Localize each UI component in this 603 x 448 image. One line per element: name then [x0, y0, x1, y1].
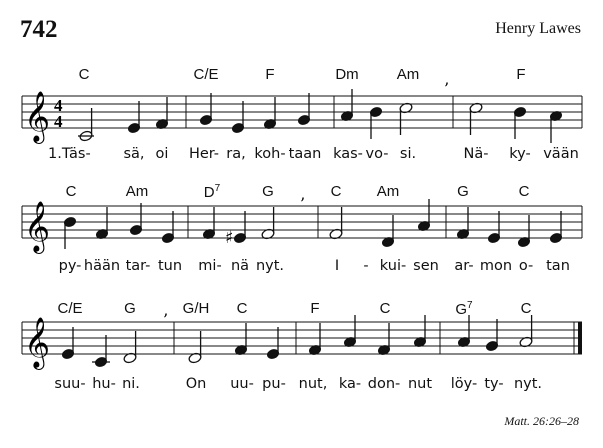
chord-symbol: C [520, 300, 532, 317]
lyric-syllable: ni. [122, 376, 140, 392]
lyric-syllable: 1.Täs- [48, 146, 91, 162]
time-signature-bottom: 4 [54, 112, 63, 131]
hymn-number: 742 [20, 16, 58, 43]
breath-mark-icon: ’ [444, 79, 450, 98]
lyric-syllable: mon [479, 258, 513, 274]
sharp-icon: ♯ [225, 228, 234, 248]
chord-symbol: C [330, 183, 342, 200]
lyric-syllable: tun [157, 258, 183, 274]
lyric-syllable: suu- [54, 376, 86, 392]
chord-symbol: Am [376, 183, 400, 200]
treble-clef-icon: 𝄞 [24, 91, 51, 142]
chord-symbol: C [65, 183, 77, 200]
lyric-syllable: nut, [298, 376, 328, 392]
lyric-syllable: ka- [338, 376, 362, 392]
chord-symbol: G [124, 300, 136, 317]
chord-symbol: C [78, 66, 90, 83]
lyric-syllable: py- [58, 258, 82, 274]
scripture-reference: Matt. 26:26–28 [504, 414, 579, 428]
lyric-syllable: mi- [198, 258, 222, 274]
treble-clef-icon: 𝄞 [24, 317, 51, 368]
lyric-syllable: koh- [254, 146, 286, 162]
chord-symbol: C/E [193, 66, 219, 83]
lyric-syllable: kui- [379, 258, 407, 274]
chord-symbol: C [379, 300, 391, 317]
lyric-syllable: pu- [262, 376, 286, 392]
lyric-syllable: oi [155, 146, 169, 162]
lyric-syllable: hu- [92, 376, 116, 392]
chord-symbol: $D^7$ [203, 183, 221, 201]
lyric-syllable: taan [288, 146, 322, 162]
lyric-syllable: nyt. [255, 258, 285, 274]
lyric-syllable: ar- [454, 258, 474, 274]
lyric-syllable: vään [543, 146, 579, 162]
time-signature-top: 4 [54, 96, 63, 115]
composer-name: Henry Lawes [495, 20, 581, 37]
lyric-syllable: ky- [509, 146, 531, 162]
chord-symbol: Am [396, 66, 420, 83]
lyric-syllable: ra, [226, 146, 246, 162]
lyric-syllable: I [334, 258, 340, 274]
lyric-syllable: On [185, 376, 207, 392]
lyric-syllable: uu- [230, 376, 254, 392]
breath-mark-icon: ’ [300, 194, 306, 213]
lyric-syllable: Nä- [463, 146, 489, 162]
chord-symbol: F [310, 300, 320, 317]
lyric-syllable: ty- [484, 376, 504, 392]
lyric-syllable: tan [546, 258, 570, 274]
lyric-syllable: kas- [333, 146, 363, 162]
lyric-syllable: nä [230, 258, 250, 274]
breath-mark-icon: ’ [163, 310, 169, 329]
chord-symbol: Am [125, 183, 149, 200]
lyric-syllable: löy- [450, 376, 478, 392]
lyric-syllable: o- [518, 258, 534, 274]
chord-symbol: G [457, 183, 469, 200]
lyric-syllable: tar- [125, 258, 151, 274]
chord-symbol: G [262, 183, 274, 200]
chord-symbol: C [236, 300, 248, 317]
chord-symbol: F [516, 66, 526, 83]
lyric-syllable: hään [83, 258, 121, 274]
lyric-syllable: don- [367, 376, 401, 392]
lyric-syllable: - [363, 258, 369, 274]
chord-symbol: G/H [182, 300, 210, 317]
lyric-syllable: Her- [188, 146, 220, 162]
chord-symbol: C [518, 183, 530, 200]
lyric-syllable: si. [399, 146, 417, 162]
lyric-syllable: nyt. [513, 376, 543, 392]
lyric-syllable: sen [413, 258, 439, 274]
lyric-syllable: sä, [123, 146, 145, 162]
chord-symbol: F [265, 66, 275, 83]
chord-symbol: C/E [57, 300, 83, 317]
lyric-syllable: vo- [365, 146, 389, 162]
lyric-syllable: nut [407, 376, 433, 392]
chord-symbol: $G^7$ [455, 300, 473, 318]
treble-clef-icon: 𝄞 [24, 201, 51, 252]
chord-symbol: Dm [335, 66, 359, 83]
